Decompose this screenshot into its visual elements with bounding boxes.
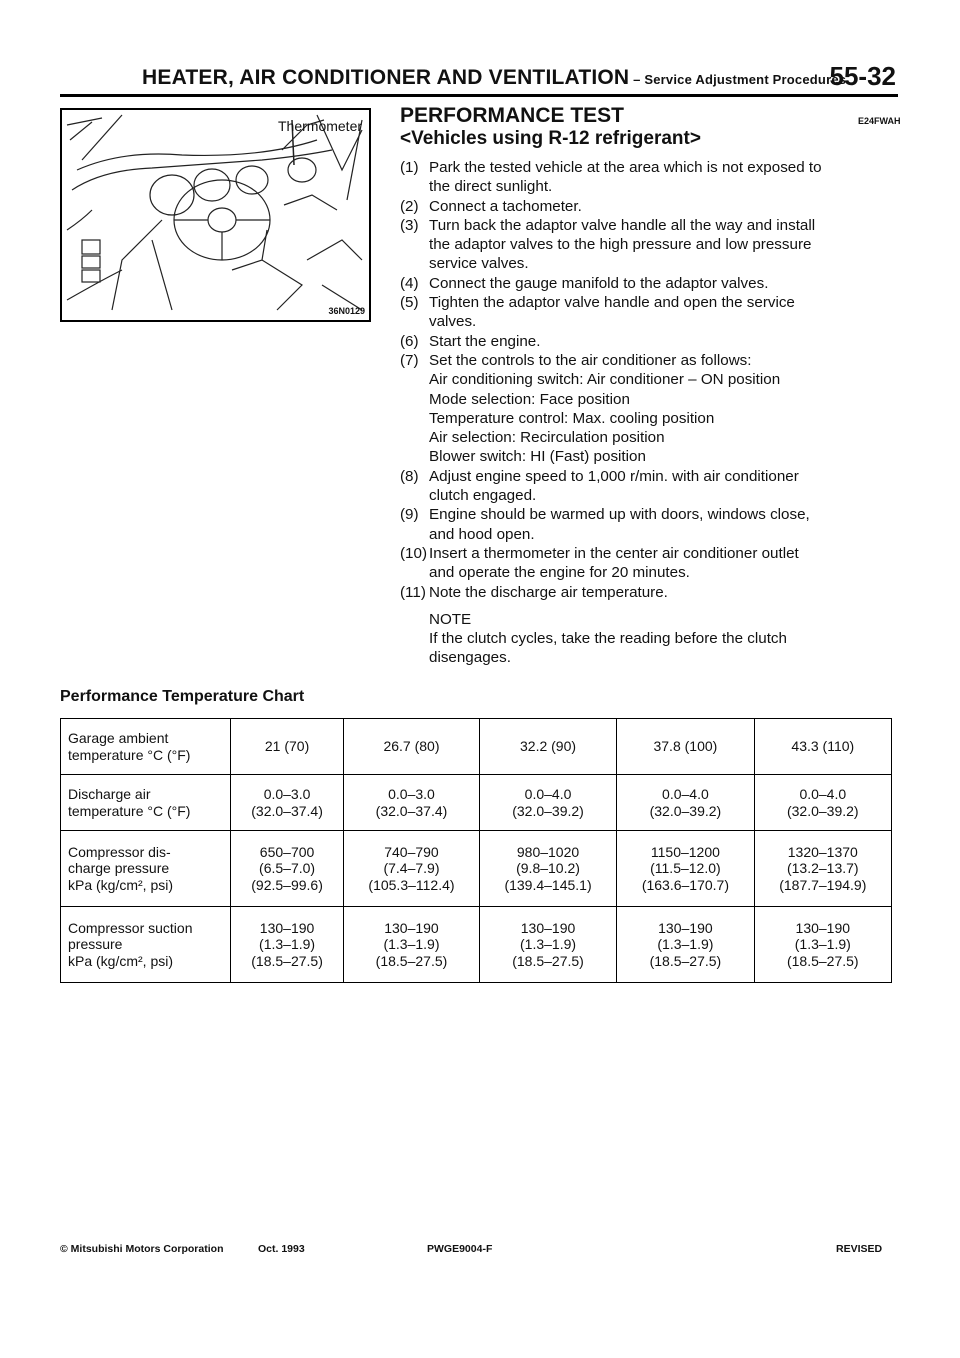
row-header-line: pressure	[68, 936, 123, 953]
table-cell	[479, 831, 616, 907]
procedure-steps	[400, 158, 900, 668]
step-text-line: the adaptor valves to the high pressure and low pressure	[429, 236, 812, 254]
section-code: E24FWAH	[858, 116, 901, 126]
note-text-line: disengages.	[429, 649, 511, 667]
row-header	[61, 719, 231, 775]
cell-value: 43.3 (110)	[791, 738, 855, 755]
step-number: (4)	[400, 274, 419, 292]
procedure-step	[400, 583, 900, 602]
header-subtitle: Service Adjustment Procedures	[644, 72, 847, 87]
row-header-line: Compressor dis-	[68, 843, 171, 860]
cell-value: 130–190	[658, 919, 713, 936]
procedure-step	[400, 505, 900, 544]
cell-value: 980–1020	[516, 843, 580, 860]
row-header-line: kPa (kg/cm², psi)	[68, 952, 174, 969]
cell-value: (32.0–37.4)	[375, 802, 448, 819]
table-cell	[231, 775, 344, 831]
step-number: (10)	[400, 544, 428, 562]
step-text-line: and operate the engine for 20 minutes.	[429, 564, 690, 582]
row-header	[61, 907, 231, 983]
dashboard-drawing	[62, 110, 371, 322]
table-row	[61, 775, 892, 831]
step-number: (7)	[400, 351, 419, 369]
footer-copyright: © Mitsubishi Motors Corporation	[60, 1243, 224, 1255]
row-header-line: Garage ambient	[68, 730, 169, 746]
cell-value: 37.8 (100)	[653, 738, 718, 755]
cell-value: (32.0–39.2)	[649, 802, 722, 819]
cell-value: (32.0–39.2)	[786, 802, 859, 819]
thermometer-label: Thermometer	[278, 118, 363, 134]
header-title	[142, 66, 846, 90]
cell-value: 130–190	[384, 919, 439, 936]
table-row	[61, 719, 892, 775]
cell-value: (1.3–1.9)	[259, 936, 316, 953]
cell-value: (11.5–12.0)	[650, 860, 721, 877]
row-header-line: Compressor suction	[68, 919, 193, 936]
figure-code: 36N0129	[328, 306, 365, 316]
step-number: (2)	[400, 197, 419, 215]
performance-table	[60, 718, 892, 983]
table-cell	[231, 907, 344, 983]
cell-value: 0.0–3.0	[388, 786, 435, 802]
cell-value: (18.5–27.5)	[251, 952, 323, 969]
page-number: 55-32	[829, 61, 896, 91]
cell-value: (187.7–194.9)	[779, 876, 867, 893]
procedure-step	[400, 351, 900, 467]
step-text-line: clutch engaged.	[429, 487, 537, 505]
cell-value: (1.3–1.9)	[657, 936, 714, 953]
table-cell	[754, 719, 891, 775]
cell-value: 130–190	[259, 919, 315, 936]
cell-value: (32.0–39.2)	[512, 802, 584, 819]
cell-value: 130–190	[795, 919, 851, 936]
table-cell	[344, 831, 480, 907]
cell-value: 650–700	[259, 843, 315, 860]
cell-value: 21 (70)	[264, 738, 310, 755]
step-number: (6)	[400, 332, 419, 350]
cell-value: (18.5–27.5)	[786, 952, 859, 969]
row-header-line: charge pressure	[68, 860, 170, 877]
step-text-line: Note the discharge air temperature.	[429, 583, 668, 601]
step-text-line: Blower switch: HI (Fast) position	[429, 448, 646, 466]
procedure-step	[400, 158, 900, 197]
row-header-line: kPa (kg/cm², psi)	[68, 876, 174, 893]
cell-value: (1.3–1.9)	[383, 936, 440, 953]
table-cell	[479, 719, 616, 775]
step-text-line: valves.	[429, 313, 477, 331]
table-cell	[754, 831, 891, 907]
cell-value: (139.4–145.1)	[504, 876, 592, 893]
page-header	[60, 62, 898, 97]
step-number: (9)	[400, 506, 419, 524]
step-number: (5)	[400, 294, 419, 312]
section-title: PERFORMANCE TEST	[400, 104, 625, 127]
dashboard-illustration	[60, 108, 371, 322]
step-text-line: Tighten the adaptor valve handle and open the service	[429, 294, 795, 312]
procedure-step	[400, 293, 900, 332]
cell-value: 0.0–3.0	[263, 786, 311, 802]
procedure-step	[400, 274, 900, 293]
cell-value: (18.5–27.5)	[375, 952, 448, 969]
cell-value: 26.7 (80)	[383, 738, 440, 755]
cell-value: (32.0–37.4)	[251, 802, 323, 819]
note-heading: NOTE	[429, 610, 472, 628]
cell-value: (13.2–13.7)	[786, 860, 859, 877]
cell-value: (1.3–1.9)	[520, 936, 577, 953]
step-text-line: Adjust engine speed to 1,000 r/min. with air conditioner	[429, 467, 799, 485]
procedure-step	[400, 544, 900, 583]
step-text-line: Insert a thermometer in the center air conditioner outlet	[429, 544, 799, 562]
table-cell	[344, 719, 480, 775]
table-cell	[754, 907, 891, 983]
cell-value: (7.4–7.9)	[383, 860, 440, 877]
table-cell	[231, 719, 344, 775]
row-header	[61, 775, 231, 831]
cell-value: (92.5–99.6)	[251, 876, 323, 893]
row-header-line: temperature °C (°F)	[68, 746, 191, 763]
chart-title: Performance Temperature Chart	[60, 688, 305, 705]
step-text-line: Park the tested vehicle at the area which is not exposed to	[429, 159, 822, 176]
cell-value: (105.3–112.4)	[368, 876, 455, 893]
cell-value: 130–190	[520, 919, 576, 936]
cell-value: (18.5–27.5)	[649, 952, 722, 969]
step-text-line: Turn back the adaptor valve handle all the way and install	[429, 216, 816, 234]
step-text-line: and hood open.	[429, 525, 535, 543]
procedure-step	[400, 332, 900, 351]
step-text-line: Set the controls to the air conditioner as follows:	[429, 351, 752, 369]
step-text-line: service valves.	[429, 255, 529, 273]
footer-status: REVISED	[836, 1243, 883, 1255]
section-subtitle: <Vehicles using R-12 refrigerant>	[400, 128, 701, 149]
step-text-line: Air selection: Recirculation position	[429, 429, 665, 447]
note-block	[400, 610, 900, 668]
procedure-step	[400, 197, 900, 216]
header-title-text: HEATER, AIR CONDITIONER AND VENTILATION	[142, 66, 630, 89]
table-cell	[617, 831, 754, 907]
step-text-line: Engine should be warmed up with doors, windows close,	[429, 506, 810, 524]
table-cell	[479, 775, 616, 831]
table-cell	[479, 907, 616, 983]
note-text-line: If the clutch cycles, take the reading before the clutch	[429, 630, 787, 648]
table-cell	[754, 775, 891, 831]
table-cell	[617, 775, 754, 831]
cell-value: 0.0–4.0	[524, 786, 572, 802]
table-row	[61, 907, 892, 983]
header-dash: –	[629, 72, 645, 87]
cell-value: 1150–1200	[650, 843, 720, 860]
step-text-line: Start the engine.	[429, 332, 541, 350]
table-cell	[617, 719, 754, 775]
table-row	[61, 831, 892, 907]
step-number: (11)	[400, 583, 426, 601]
cell-value: (9.8–10.2)	[516, 860, 580, 877]
cell-value: (18.5–27.5)	[512, 952, 584, 969]
table-cell	[344, 907, 480, 983]
footer-date: Oct. 1993	[258, 1243, 305, 1255]
step-number: (3)	[400, 216, 419, 234]
step-text-line: the direct sunlight.	[429, 178, 553, 196]
step-text-line: Air conditioning switch: Air conditioner – ON position	[429, 371, 781, 389]
procedure-step	[400, 216, 900, 274]
row-header-line: Discharge air	[68, 786, 151, 802]
table-cell	[617, 907, 754, 983]
step-text-line: Temperature control: Max. cooling position	[429, 409, 715, 427]
cell-value: (6.5–7.0)	[259, 860, 316, 877]
step-text-line: Connect a tachometer.	[429, 197, 582, 215]
footer-doc-number: PWGE9004-F	[427, 1243, 493, 1255]
row-header	[61, 831, 231, 907]
cell-value: 0.0–4.0	[662, 786, 709, 802]
step-number: (1)	[400, 159, 419, 176]
cell-value: (163.6–170.7)	[641, 876, 729, 893]
step-text-line: Mode selection: Face position	[429, 390, 630, 408]
cell-value: 740–790	[384, 843, 439, 860]
procedure-step	[400, 467, 900, 506]
row-header-line: temperature °C (°F)	[68, 802, 191, 819]
cell-value: 0.0–4.0	[799, 786, 847, 802]
cell-value: (1.3–1.9)	[794, 936, 851, 953]
step-number: (8)	[400, 467, 419, 485]
table-cell	[344, 775, 480, 831]
cell-value: 1320–1370	[787, 843, 858, 860]
step-text-line: Connect the gauge manifold to the adaptor valves.	[429, 274, 769, 292]
table-cell	[231, 831, 344, 907]
cell-value: 32.2 (90)	[520, 738, 577, 755]
